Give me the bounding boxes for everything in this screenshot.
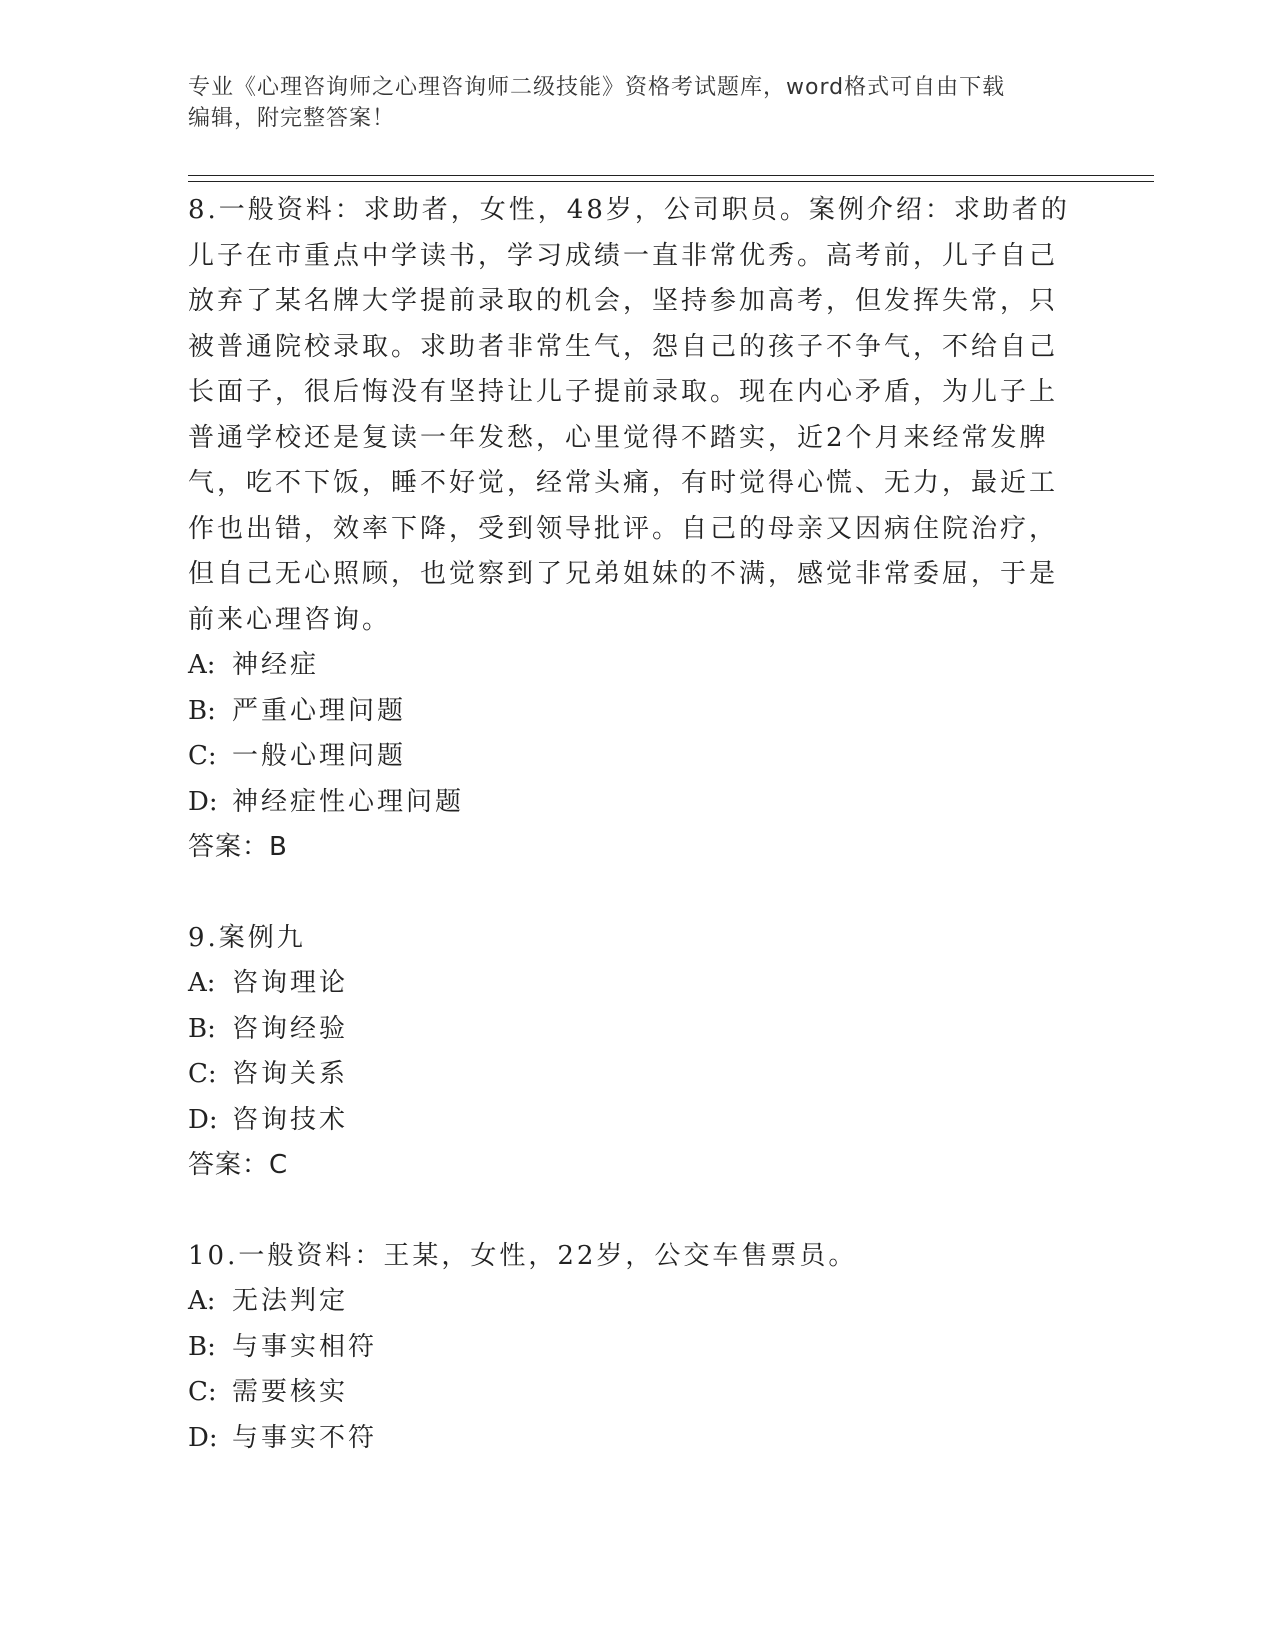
option-a (188, 961, 1068, 1007)
question-9-text (188, 916, 1068, 962)
option-text: 需要核实 (232, 1377, 349, 1407)
question-text-line: 8.一般资料：求助者，女性，48岁，公司职员。案例介绍：求助者的 (188, 195, 1070, 225)
question-text-line: 前来心理咨询。 (188, 604, 392, 635)
option-letter: A: (188, 1286, 216, 1316)
option-a (188, 1279, 1068, 1325)
header-line-1: 专业《心理咨询师之心理咨询师二级技能》资格考试题库，word格式可自由下载 (188, 75, 1006, 100)
question-8-text (188, 188, 1068, 643)
option-d (188, 780, 1068, 826)
header-line-2: 编辑，附完整答案！ (188, 106, 396, 131)
option-text: 咨询经验 (232, 1013, 349, 1044)
question-list (188, 188, 1068, 1461)
option-letter: D: (188, 1104, 218, 1135)
question-text-line: 但自己无心照顾，也觉察到了兄弟姐妹的不满，感觉非常委屈，于是 (188, 559, 1059, 589)
option-a (188, 643, 1068, 689)
option-letter: D: (188, 786, 218, 817)
question-text-line: 放弃了某名牌大学提前录取的机会，坚持参加高考，但发挥失常，只 (188, 286, 1059, 316)
question-text-line: 长面子，很后悔没有坚持让儿子提前录取。现在内心矛盾，为儿子上 (188, 377, 1059, 407)
option-letter: A: (188, 650, 216, 680)
question-10-text (188, 1234, 1068, 1280)
question-9 (188, 916, 1068, 1189)
header-rule-bottom (188, 181, 1154, 182)
document-header (188, 72, 1068, 134)
option-text: 咨询关系 (232, 1059, 349, 1089)
option-d (188, 1098, 1068, 1144)
option-text: 严重心理问题 (232, 695, 407, 726)
question-text-line: 普通学校还是复读一年发愁，心里觉得不踏实，近2个月来经常发脾 (188, 422, 1049, 453)
option-letter: C: (188, 1059, 217, 1089)
option-c (188, 1052, 1068, 1098)
question-text-line: 10.一般资料：王某，女性，22岁，公交车售票员。 (188, 1240, 858, 1271)
option-c (188, 1370, 1068, 1416)
option-letter: A: (188, 968, 216, 998)
question-text-line: 儿子在市重点中学读书，学习成绩一直非常优秀。高考前，儿子自己 (188, 240, 1059, 271)
option-letter: B: (188, 1013, 216, 1044)
answer-label: 答案：C (188, 1150, 289, 1180)
option-text: 一般心理问题 (232, 741, 407, 771)
option-letter: B: (188, 695, 216, 726)
question-text-line: 被普通院校录取。求助者非常生气，怨自己的孩子不争气，不给自己 (188, 331, 1059, 362)
option-b (188, 689, 1068, 735)
question-8 (188, 188, 1068, 871)
option-text: 咨询技术 (232, 1104, 349, 1135)
option-letter: C: (188, 741, 217, 771)
option-text: 神经症 (232, 650, 320, 680)
option-text: 神经症性心理问题 (232, 786, 465, 817)
option-c (188, 734, 1068, 780)
question-10 (188, 1234, 1068, 1462)
question-text-line: 气，吃不下饭，睡不好觉，经常头痛，有时觉得心慌、无力，最近工 (188, 468, 1059, 498)
option-letter: C: (188, 1377, 217, 1407)
option-text: 咨询理论 (232, 968, 349, 998)
option-b (188, 1325, 1068, 1371)
header-rule-top (188, 175, 1154, 176)
question-text-line: 作也出错，效率下降，受到领导批评。自己的母亲又因病住院治疗， (188, 513, 1059, 544)
option-text: 无法判定 (232, 1286, 349, 1316)
question-text-line: 9.案例九 (188, 922, 306, 953)
option-letter: B: (188, 1331, 216, 1362)
option-d (188, 1416, 1068, 1462)
option-text: 与事实不符 (232, 1422, 378, 1453)
option-b (188, 1007, 1068, 1053)
answer-label: 答案：B (188, 832, 288, 862)
option-text: 与事实相符 (232, 1331, 378, 1362)
option-letter: D: (188, 1422, 218, 1453)
